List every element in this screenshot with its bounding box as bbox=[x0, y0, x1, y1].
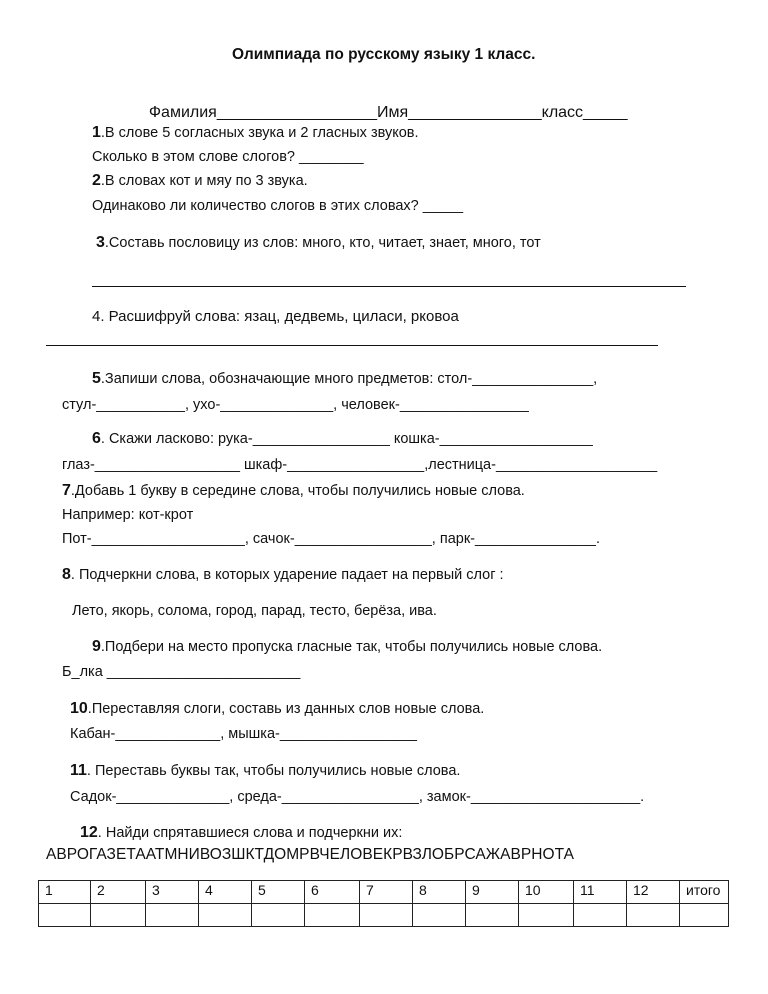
score-value-cell[interactable] bbox=[680, 904, 729, 927]
score-value-cell[interactable] bbox=[574, 904, 627, 927]
question-1-text: .В слове 5 согласных звука и 2 гласных звуков. bbox=[100, 125, 419, 141]
score-header-cell: 9 bbox=[466, 881, 519, 904]
question-11-number: 11 bbox=[70, 762, 87, 779]
question-10-text: .Переставляя слоги, составь из данных слов новые слова. bbox=[87, 701, 485, 717]
score-header-cell: 6 bbox=[305, 881, 360, 904]
score-header-cell: 12 bbox=[627, 881, 680, 904]
question-2-text: .В словах кот и мяу по 3 звука. bbox=[100, 173, 308, 189]
question-3-answer-line[interactable] bbox=[92, 286, 686, 287]
score-header-cell: 7 bbox=[360, 881, 413, 904]
question-3-number: 3 bbox=[96, 234, 105, 251]
question-1-answer[interactable]: Сколько в этом слове слогов? ________ bbox=[92, 149, 364, 165]
score-header-cell: 2 bbox=[91, 881, 146, 904]
question-11-answer[interactable]: Садок-______________, среда-_________________, замок-_____________________. bbox=[70, 789, 645, 805]
question-3-text: .Составь пословицу из слов: много, кто, читает, знает, много, тот bbox=[104, 235, 541, 251]
question-9-number: 9 bbox=[92, 638, 101, 655]
question-2-number: 2 bbox=[92, 172, 101, 189]
question-2-answer[interactable]: Одинаково ли количество слогов в этих словах? _____ bbox=[92, 198, 464, 214]
question-9-text: .Подбери на место пропуска гласные так, чтобы получились новые слова. bbox=[100, 639, 603, 655]
name-field[interactable]: Имя_______________ bbox=[377, 104, 542, 121]
question-5-number: 5 bbox=[92, 370, 101, 387]
question-12-letters[interactable]: АВРОГАЗЕТААТМНИВОЗШКТДОМРВЧЕЛОВЕКРВЗЛОБРСАЖАВРНОТА bbox=[46, 846, 575, 863]
score-value-cell[interactable] bbox=[252, 904, 305, 927]
question-7 bbox=[62, 482, 525, 500]
score-value-cell[interactable] bbox=[466, 904, 519, 927]
question-12-number: 12 bbox=[80, 824, 98, 841]
page-title: Олимпиада по русскому языку 1 класс. bbox=[232, 46, 536, 63]
score-header-cell: 1 bbox=[39, 881, 91, 904]
question-6-answer[interactable]: глаз-__________________ шкаф-_________________,лестница-____________________ bbox=[62, 457, 658, 473]
score-header-cell: 10 bbox=[519, 881, 574, 904]
question-7-answer[interactable]: Пот-___________________, сачок-_________________, парк-_______________. bbox=[62, 531, 600, 547]
score-value-cell[interactable] bbox=[91, 904, 146, 927]
score-header-cell: итого bbox=[680, 881, 729, 904]
score-header-cell: 11 bbox=[574, 881, 627, 904]
score-header-cell: 3 bbox=[146, 881, 199, 904]
question-10-number: 10 bbox=[70, 700, 88, 717]
score-table bbox=[38, 880, 729, 927]
question-6 bbox=[92, 430, 593, 448]
question-2 bbox=[92, 172, 308, 190]
question-6-number: 6 bbox=[92, 430, 101, 447]
score-value-cell[interactable] bbox=[39, 904, 91, 927]
question-11 bbox=[70, 762, 460, 780]
question-10 bbox=[70, 700, 484, 718]
question-12 bbox=[80, 824, 402, 842]
score-table-value-row bbox=[39, 904, 729, 927]
score-value-cell[interactable] bbox=[199, 904, 252, 927]
question-8 bbox=[62, 566, 504, 584]
score-table-header-row bbox=[39, 881, 729, 904]
question-8-text: . Подчеркни слова, в которых ударение падает на первый слог : bbox=[70, 567, 504, 583]
question-8-words[interactable]: Лето, якорь, солома, город, парад, тесто, берёза, ива. bbox=[72, 603, 437, 619]
question-7-text: .Добавь 1 букву в середине слова, чтобы получились новые слова. bbox=[70, 483, 525, 499]
score-header-cell: 8 bbox=[413, 881, 466, 904]
question-3 bbox=[96, 234, 541, 252]
score-value-cell[interactable] bbox=[413, 904, 466, 927]
question-6-text: . Скажи ласково: рука-_________________ кошка-___________________ bbox=[100, 431, 593, 447]
question-4-text: 4. Расшифруй слова: язац, дедвемь, циласи, рковоа bbox=[92, 308, 459, 325]
question-5-text: .Запиши слова, обозначающие много предметов: стол-_______________, bbox=[100, 371, 598, 387]
score-value-cell[interactable] bbox=[360, 904, 413, 927]
score-value-cell[interactable] bbox=[627, 904, 680, 927]
question-1 bbox=[92, 124, 419, 142]
question-4-answer-line[interactable] bbox=[46, 345, 658, 346]
header-fields bbox=[140, 86, 628, 122]
score-header-cell: 5 bbox=[252, 881, 305, 904]
score-value-cell[interactable] bbox=[305, 904, 360, 927]
surname-field[interactable]: Фамилия__________________ bbox=[148, 104, 377, 121]
question-1-number: 1 bbox=[92, 124, 101, 141]
question-7-example: Например: кот-крот bbox=[62, 507, 194, 523]
score-value-cell[interactable] bbox=[519, 904, 574, 927]
question-8-number: 8 bbox=[62, 566, 71, 583]
question-9-answer[interactable]: Б_лка ________________________ bbox=[62, 664, 301, 680]
question-9 bbox=[92, 638, 602, 656]
question-10-answer[interactable]: Кабан-_____________, мышка-_________________ bbox=[70, 726, 417, 742]
score-value-cell[interactable] bbox=[146, 904, 199, 927]
score-header-cell: 4 bbox=[199, 881, 252, 904]
grade-field[interactable]: класс_____ bbox=[541, 104, 628, 121]
question-5 bbox=[92, 370, 597, 388]
question-5-answer[interactable]: стул-___________, ухо-______________, человек-________________ bbox=[62, 397, 529, 413]
question-7-number: 7 bbox=[62, 482, 71, 499]
question-11-text: . Переставь буквы так, чтобы получились новые слова. bbox=[86, 763, 461, 779]
question-12-text: . Найди спрятавшиеся слова и подчеркни их: bbox=[97, 825, 403, 841]
